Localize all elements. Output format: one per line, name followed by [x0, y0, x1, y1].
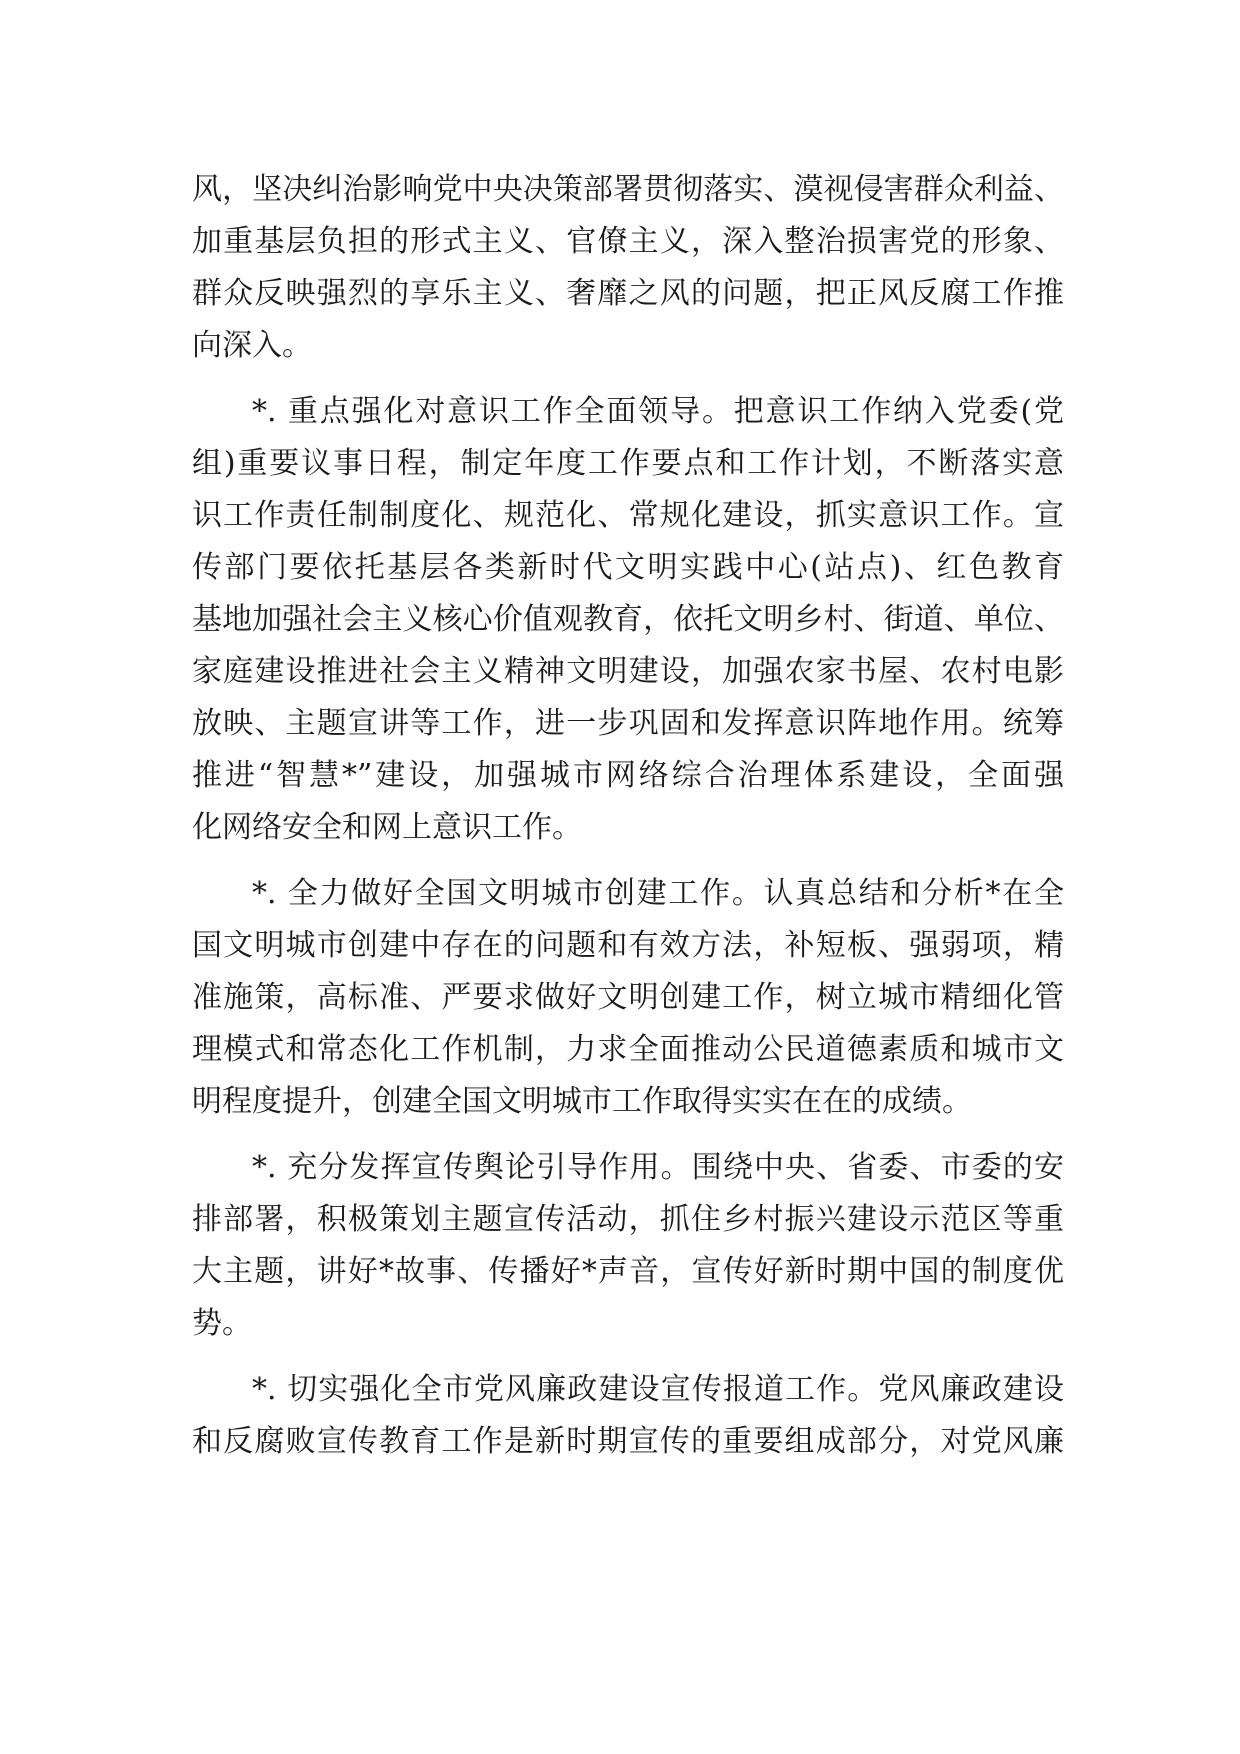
text-line: 向深入。: [192, 328, 312, 363]
paragraph-publicity-guidance: [192, 1142, 1064, 1350]
text-line: *. 切实强化全市党风廉政建设宣传报道工作。党风廉政建设: [252, 1372, 1064, 1407]
text-line: 风，坚决纠治影响党中央决策部署贯彻落实、漠视侵害群众利益、: [192, 172, 1064, 207]
text-line: 明程度提升，创建全国文明城市工作取得实实在在的成绩。: [192, 1084, 972, 1119]
text-line: 化网络安全和网上意识工作。: [192, 810, 582, 845]
text-line: 家庭建设推进社会主义精神文明建设，加强农家书屋、农村电影: [192, 654, 1064, 689]
text-line: *. 充分发挥宣传舆论引导作用。围绕中央、省委、市委的安: [252, 1150, 1064, 1185]
text-line: 和反腐败宣传教育工作是新时期宣传的重要组成部分，对党风廉: [192, 1424, 1064, 1459]
text-line: 理模式和常态化工作机制，力求全面推动公民道德素质和城市文: [192, 1032, 1064, 1067]
text-line: 排部署，积极策划主题宣传活动，抓住乡村振兴建设示范区等重: [192, 1202, 1064, 1237]
paragraph-civilized-city: [192, 868, 1064, 1128]
text-line: *. 全力做好全国文明城市创建工作。认真总结和分析*在全: [252, 876, 1064, 911]
document-body: [192, 164, 1064, 1482]
text-line: 势。: [192, 1306, 252, 1341]
text-line: 传部门要依托基层各类新时代文明实践中心(站点)、红色教育: [192, 550, 1064, 585]
text-line: 准施策，高标准、严要求做好文明创建工作，树立城市精细化管: [192, 980, 1064, 1015]
text-line: 基地加强社会主义核心价值观教育，依托文明乡村、街道、单位、: [192, 602, 1064, 637]
text-line: 组)重要议事日程，制定年度工作要点和工作计划，不断落实意: [192, 446, 1064, 481]
paragraph-integrity-reporting: [192, 1364, 1064, 1468]
text-line: 识工作责任制制度化、规范化、常规化建设，抓实意识工作。宣: [192, 498, 1064, 533]
text-line: 大主题，讲好*故事、传播好*声音，宣传好新时期中国的制度优: [192, 1254, 1064, 1289]
text-line: 加重基层负担的形式主义、官僚主义，深入整治损害党的形象、: [192, 224, 1064, 259]
paragraph-ideology-leadership: [192, 386, 1064, 854]
text-line: 国文明城市创建中存在的问题和有效方法，补短板、强弱项，精: [192, 928, 1064, 963]
text-line: 放映、主题宣讲等工作，进一步巩固和发挥意识阵地作用。统筹: [192, 706, 1064, 741]
text-line: 群众反映强烈的享乐主义、奢靡之风的问题，把正风反腐工作推: [192, 276, 1064, 311]
text-line: 推进“智慧*”建设，加强城市网络综合治理体系建设，全面强: [192, 758, 1064, 793]
paragraph-continuation: [192, 164, 1064, 372]
text-line: *. 重点强化对意识工作全面领导。把意识工作纳入党委(党: [252, 394, 1064, 429]
